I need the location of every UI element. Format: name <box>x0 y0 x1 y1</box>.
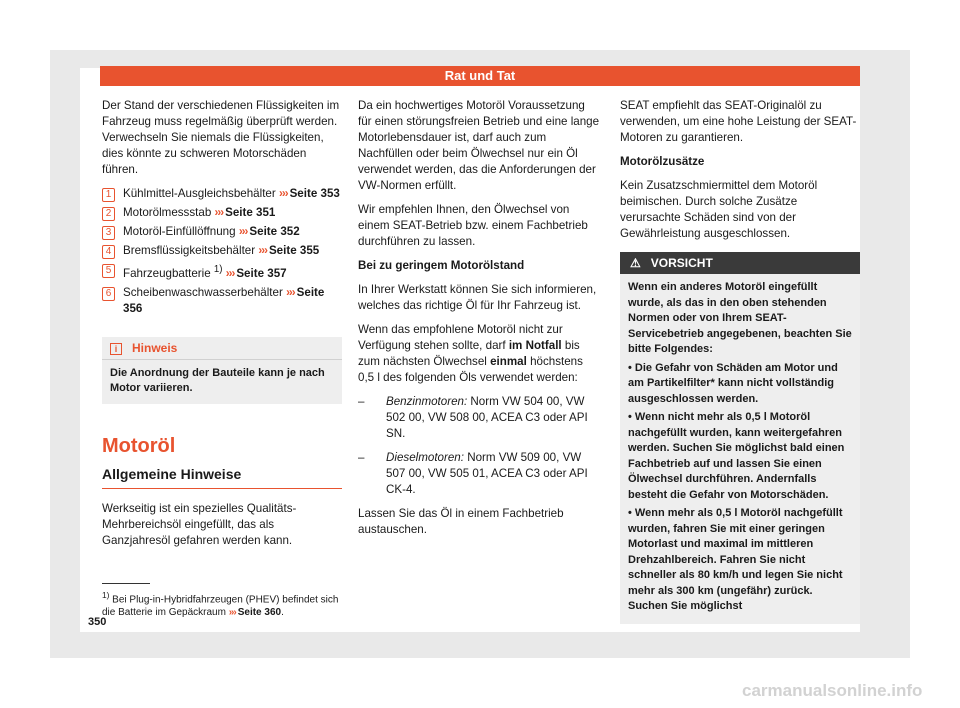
list-item <box>102 285 342 317</box>
text-run: höchstens 0,5 l des folgenden Öls verwendet werden: <box>358 355 583 384</box>
item-text: Scheibenwaschwasserbehälter <box>123 285 283 299</box>
section-title: Motoröl <box>102 434 176 457</box>
caution-intro: Wenn ein anderes Motoröl eingefüllt wurde, als das in den oben stehenden Normen oder von Ihrem SEAT-Servicebetrieb angegebenen, beachten Sie bitte Folgendes: <box>628 281 852 355</box>
caution-body <box>620 274 860 624</box>
list-item <box>358 394 600 442</box>
page-ref-link[interactable]: Seite 353 <box>289 187 340 200</box>
callout-number: 2 <box>102 207 115 221</box>
watermark: carmanualsonline.info <box>742 681 923 700</box>
page-ref-link[interactable]: Seite 352 <box>249 225 300 238</box>
column-right <box>620 98 860 624</box>
page-ref-arrows: ››› <box>225 266 235 280</box>
chapter-header: Rat und Tat <box>100 66 860 86</box>
info-icon: i <box>110 343 122 355</box>
item-text: Motoröl-Einfüllöffnung <box>123 225 236 238</box>
paragraph: Kein Zusatzschmiermittel dem Motoröl beimischen. Durch solche Zusätze verursachte Schäden sind von der Gewährleistung ausgeschlossen. <box>620 179 818 240</box>
hint-title: Hinweis <box>132 340 178 355</box>
bullet: • <box>628 411 632 423</box>
paragraph: Da ein hochwertiges Motoröl Voraussetzung für einen störungsfreien Betrieb und eine lange Motorlebensdauer ist, darf auch zum Nachfüllen oder beim Ölwechsel nur ein Öl verwendet werden, das die Anforderungen der VW-Normen erfüllt. <box>358 99 600 192</box>
page-number: 350 <box>88 616 107 628</box>
engine-type-label: Dieselmotoren: <box>386 451 464 464</box>
list-item <box>102 224 342 240</box>
footnote-end: . <box>281 607 284 619</box>
emphasis: im Notfall <box>508 339 562 352</box>
hint-text: Die Anordnung der Bauteile kann je nach Motor variieren. <box>110 366 325 394</box>
callout-number: 1 <box>102 188 115 202</box>
column-middle <box>358 98 600 546</box>
caution-item <box>628 410 852 503</box>
caution-item-text: Wenn nicht mehr als 0,5 l Motoröl nachgefüllt wurden, kann weitergefahren werden. Suchen Sie möglichst bald einen Fachbetrieb auf und lassen Sie einen Ölwechsel durchführen. Andernfalls besteht die Gefahr von Motorschäden. <box>628 411 845 501</box>
item-text: Kühlmittel-Ausgleichsbehälter <box>123 187 276 200</box>
warning-icon: ⚠ <box>630 256 641 270</box>
emphasis: einmal <box>490 355 527 368</box>
item-text: Bremsflüssigkeitsbehälter <box>123 244 256 257</box>
caution-title: VORSICHT <box>650 256 713 270</box>
caution-item-text: Die Gefahr von Schäden am Motor und am Partikelfilter* kann nicht vollständig ausgeschlossen werden. <box>628 361 838 405</box>
dash-marker: – <box>358 451 365 464</box>
callout-number: 6 <box>102 287 115 301</box>
paragraph <box>358 322 600 386</box>
list-item <box>102 262 342 282</box>
caution-item-text: Wenn mehr als 0,5 l Motoröl nachgefüllt wurden, fahren Sie mit einer geringen Motorlast und maximal im mittleren Drehzahlbereich. Fahren Sie nicht schneller als 80 km/h und legen Sie nicht mehr als 300 km (ungefähr) zurück. Suchen Sie möglichst <box>628 507 843 612</box>
dash-marker: – <box>358 395 365 408</box>
page-ref-arrows: ››› <box>278 187 288 200</box>
footnote-divider <box>102 583 150 584</box>
page-ref-arrows: ››› <box>228 607 236 619</box>
intro-text: Der Stand der verschiedenen Flüssigkeiten im Fahrzeug muss regelmäßig überprüft werden. Verwechseln Sie niemals die Flüssigkeiten, dies könnte zu schweren Motorschäden führen. <box>102 99 340 176</box>
text-run: Wenn das empfohlene Motoröl nicht zur Verfügung stehen sollte, darf <box>358 323 563 352</box>
hint-box <box>102 337 342 404</box>
paragraph: Lassen Sie das Öl in einem Fachbetrieb austauschen. <box>358 507 564 536</box>
bullet: • <box>628 507 632 519</box>
hint-header <box>102 337 342 360</box>
page-ref-link[interactable]: Seite 357 <box>236 266 287 280</box>
subheading: Motorölzusätze <box>620 155 705 168</box>
caution-header <box>620 252 860 274</box>
bullet: • <box>628 361 632 374</box>
engine-type-label: Benzinmotoren: <box>386 395 468 408</box>
footnote-text: Bei Plug-in-Hybridfahrzeugen (PHEV) befindet sich die Batterie im Gepäckraum <box>102 594 339 619</box>
text-run: bis zum nächsten Ölwechsel <box>358 339 580 368</box>
paragraph: SEAT empfiehlt das SEAT-Originalöl zu verwenden, um eine hohe Leistung der SEAT-Motoren zu garantieren. <box>620 99 857 144</box>
paragraph: Wir empfehlen Ihnen, den Ölwechsel von einem SEAT-Betrieb bzw. einem Fachbetrieb durchführen zu lassen. <box>358 203 588 248</box>
page-ref-link[interactable]: Seite 356 <box>123 285 325 315</box>
caution-item <box>628 506 852 615</box>
caution-box <box>620 252 860 624</box>
caution-item <box>628 361 852 408</box>
list-item <box>358 450 600 498</box>
page-ref-arrows: ››› <box>258 244 267 257</box>
footnote-marker: 1) <box>213 264 223 275</box>
column-left <box>102 98 342 557</box>
item-text: Motorölmessstab <box>123 206 212 219</box>
norm-text: Norm VW 504 00, VW 502 00, VW 508 00, ACEA C3 oder API SN. <box>386 395 588 440</box>
page-ref-link[interactable]: Seite 351 <box>225 206 276 219</box>
list-item <box>102 186 342 202</box>
subheading: Bei zu geringem Motorölstand <box>358 259 525 272</box>
component-list <box>102 186 342 317</box>
page-ref-link[interactable]: Seite 360 <box>237 607 282 619</box>
callout-number: 3 <box>102 226 115 240</box>
page-ref-arrows: ››› <box>238 225 248 238</box>
list-item <box>102 205 342 221</box>
footnote-marker: 1) <box>102 590 110 600</box>
callout-number: 5 <box>102 264 115 278</box>
item-text: Fahrzeugbatterie <box>123 266 211 280</box>
page-ref-link[interactable]: Seite 355 <box>268 244 320 257</box>
callout-number: 4 <box>102 245 115 259</box>
page-ref-arrows: ››› <box>214 206 224 219</box>
page-ref-arrows: ››› <box>286 285 295 299</box>
subsection-title: Allgemeine Hinweise <box>102 466 342 489</box>
norm-text: Norm VW 509 00, VW 507 00, VW 505 01, ACEA C3 oder API CK-4. <box>386 451 588 496</box>
section-text: Werkseitig ist ein spezielles Qualitäts-Mehrbereichsöl eingefüllt, das als Ganzjahresöl gefahren werden kann. <box>102 501 297 547</box>
list-item <box>102 243 342 259</box>
footnote <box>102 583 347 619</box>
paragraph: In Ihrer Werkstatt können Sie sich informieren, welches das richtige Öl für Ihr Fahrzeug ist. <box>358 283 597 312</box>
